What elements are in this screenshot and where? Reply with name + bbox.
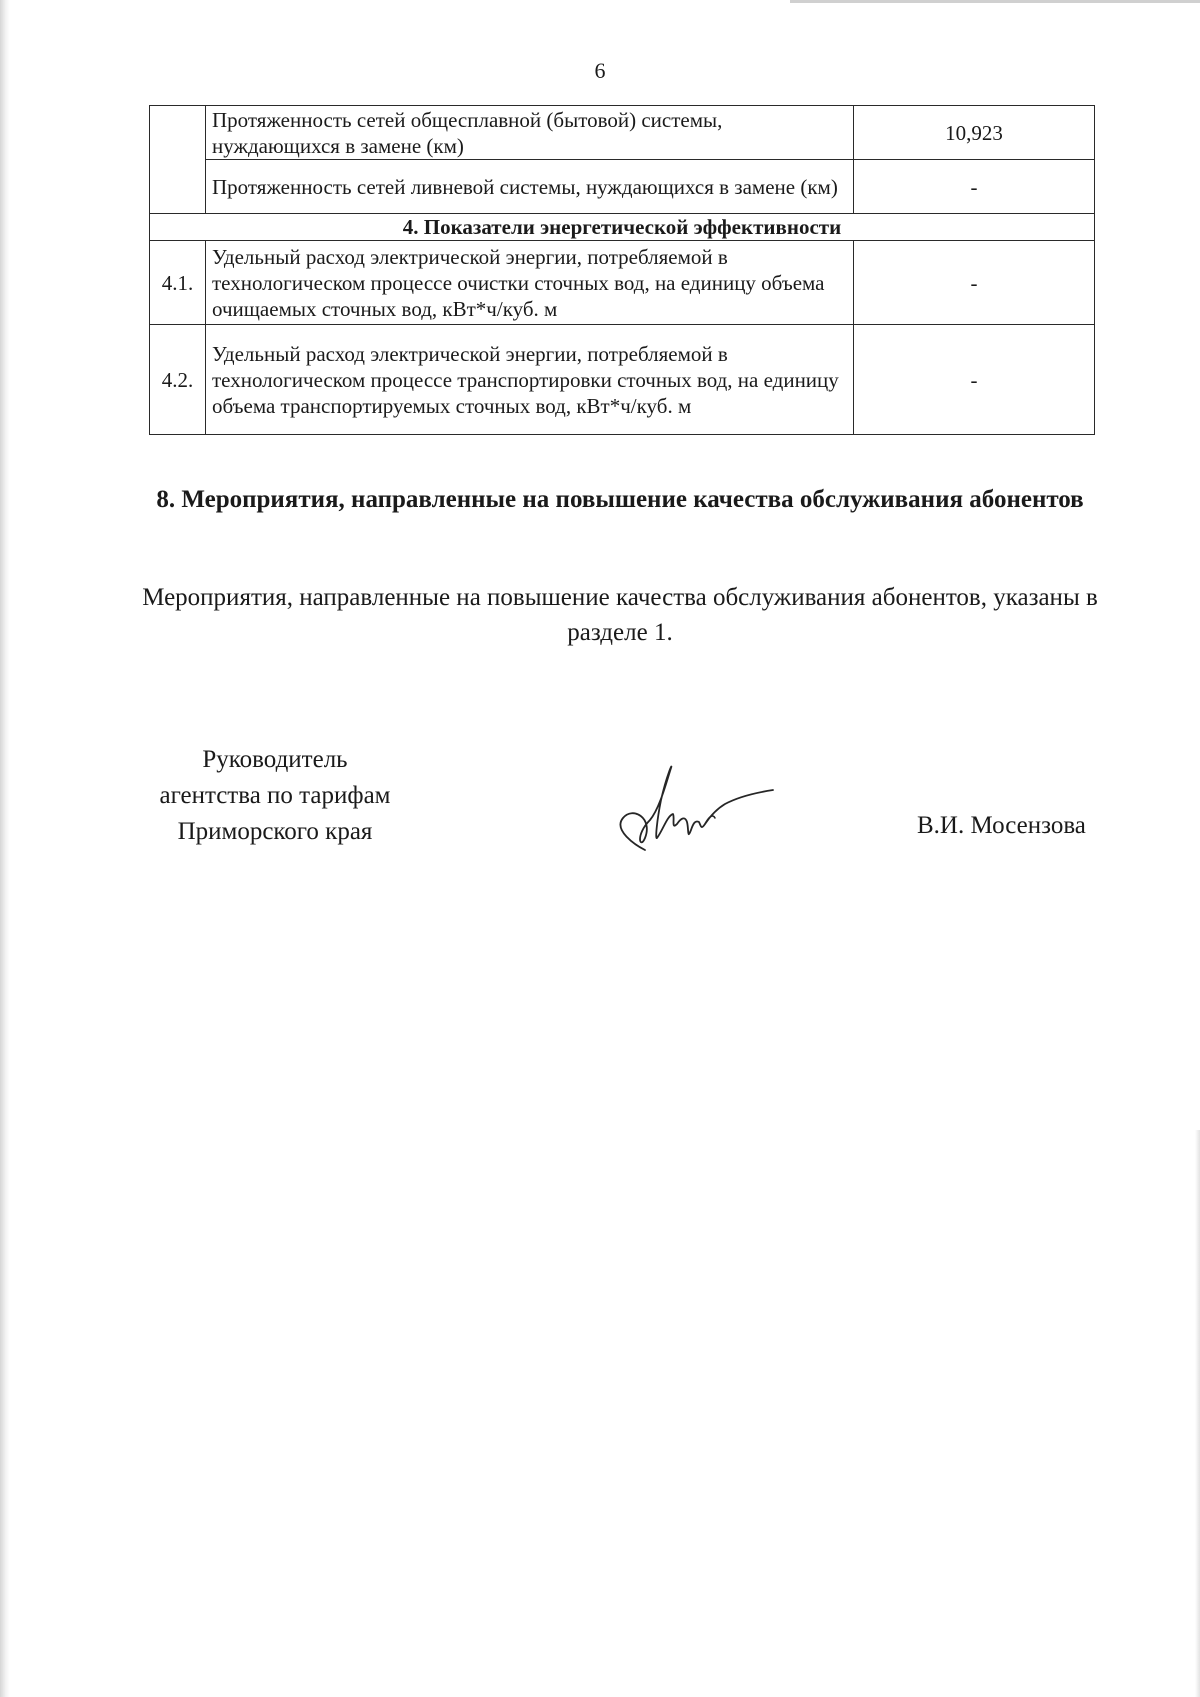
- indicator-description: Удельный расход электрической энергии, потребляемой в технологическом процессе транспортировки сточных вод, на единицу объема транспортируемых сточных вод, кВт*ч/куб. м: [206, 325, 854, 435]
- signer-title: [140, 742, 410, 850]
- table-row: [150, 160, 1095, 214]
- table-section-row: [150, 214, 1095, 241]
- section-8-text: Мероприятия, направленные на повышение качества обслуживания абонентов, указаны в разделе 1.: [142, 584, 1098, 646]
- row-number-cell: 4.1.: [150, 241, 206, 325]
- signer-name: В.И. Мосензова: [917, 812, 1086, 839]
- row-number-cell: [150, 106, 206, 214]
- scan-edge-top: [790, 0, 1200, 3]
- table-row: [150, 106, 1095, 160]
- row-number-cell: 4.2.: [150, 325, 206, 435]
- signer-title-line: Руководитель: [202, 746, 348, 773]
- scan-edge-right: [1195, 1130, 1200, 1697]
- indicators-table: [149, 105, 1095, 435]
- signer-title-line: Приморского края: [177, 818, 373, 845]
- section-title: 4. Показатели энергетической эффективности: [150, 214, 1095, 241]
- section-8-heading: 8. Мероприятия, направленные на повышение качества обслуживания абонентов: [156, 486, 1084, 513]
- table-row: [150, 325, 1095, 435]
- signer-title-line: агентства по тарифам: [159, 782, 391, 809]
- indicator-description: Протяженность сетей общесплавной (бытовой) системы, нуждающихся в замене (км): [206, 106, 854, 160]
- scan-edge-left: [0, 0, 10, 1697]
- handwritten-signature-icon: [605, 760, 775, 860]
- table-row: [150, 241, 1095, 325]
- indicator-value: -: [854, 325, 1095, 435]
- indicator-description: Удельный расход электрической энергии, потребляемой в технологическом процессе очистки сточных вод, на единицу объема очищаемых сточных вод, кВт*ч/куб. м: [206, 241, 854, 325]
- page-number: 6: [594, 58, 606, 83]
- indicator-description: Протяженность сетей ливневой системы, нуждающихся в замене (км): [206, 160, 854, 214]
- indicator-value: -: [854, 160, 1095, 214]
- indicator-value: 10,923: [854, 106, 1095, 160]
- indicator-value: -: [854, 241, 1095, 325]
